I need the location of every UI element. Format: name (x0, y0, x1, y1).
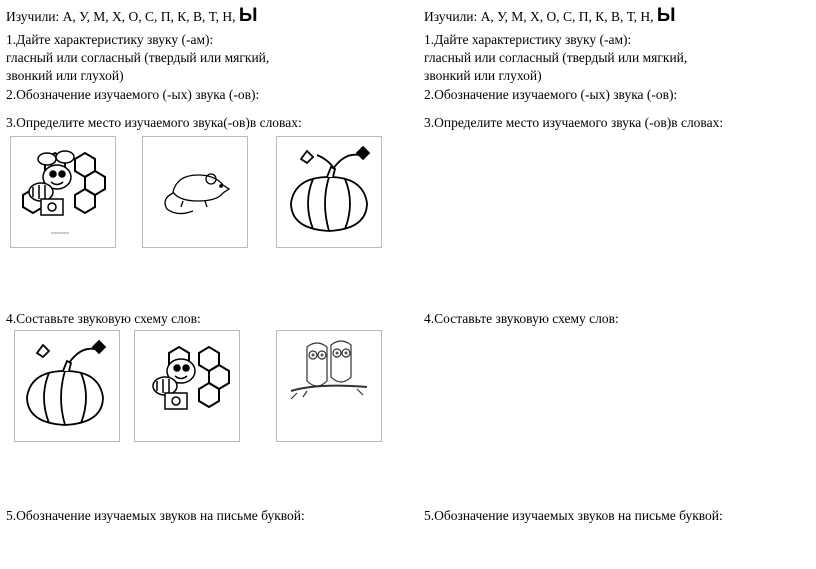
picture-bee (10, 136, 116, 248)
task1-line2: гласный или согласный (твердый или мягкий, (6, 50, 270, 65)
task1-heading: 1.Дайте характеристику звуку (-ам): (6, 32, 214, 47)
studied-big-letter: Ы (238, 5, 258, 26)
owls-icon (277, 331, 381, 441)
picture-mouse (142, 136, 248, 248)
studied-letters-line (6, 5, 258, 26)
task3-heading: 3.Определите место изучаемого звука (-ов)в словах: (424, 115, 724, 130)
mouse-icon (143, 137, 247, 247)
studied-letters: Изучили: А, У, М, Х, О, С, П, К, В, Т, Н, (424, 9, 654, 24)
task5-heading: 5.Обозначение изучаемых звуков на письме буквой: (424, 508, 723, 523)
bee-honeycomb-icon (11, 137, 115, 247)
task2-heading: 2.Обозначение изучаемого (-ых) звука (-ов): (424, 87, 678, 102)
picture-owls (276, 330, 382, 442)
task1-line2: гласный или согласный (твердый или мягкий, (424, 50, 688, 65)
pumpkin-icon-2 (15, 331, 119, 441)
task5-heading: 5.Обозначение изучаемых звуков на письме буквой: (6, 508, 305, 523)
picture-pumpkin (276, 136, 382, 248)
pumpkin-icon (277, 137, 381, 247)
studied-letters-line (424, 5, 676, 26)
task2-heading: 2.Обозначение изучаемого (-ых) звука (-ов): (6, 87, 260, 102)
task3-heading: 3.Определите место изучаемого звука(-ов)в словах: (6, 115, 302, 130)
picture-bee-2 (134, 330, 240, 442)
studied-big-letter: Ы (656, 5, 676, 26)
task4-heading: 4.Составьте звуковую схему слов: (424, 311, 619, 326)
task1-line3: звонкий или глухой) (6, 68, 124, 83)
task1-line3: звонкий или глухой) (424, 68, 542, 83)
task1-heading: 1.Дайте характеристику звуку (-ам): (424, 32, 632, 47)
task4-heading: 4.Составьте звуковую схему слов: (6, 311, 201, 326)
left-worksheet (6, 0, 406, 569)
picture-pumpkin-2 (14, 330, 120, 442)
studied-letters: Изучили: А, У, М, Х, О, С, П, К, В, Т, Н, (6, 9, 236, 24)
bee-honeycomb-icon-2 (135, 331, 239, 441)
right-worksheet (424, 0, 816, 569)
